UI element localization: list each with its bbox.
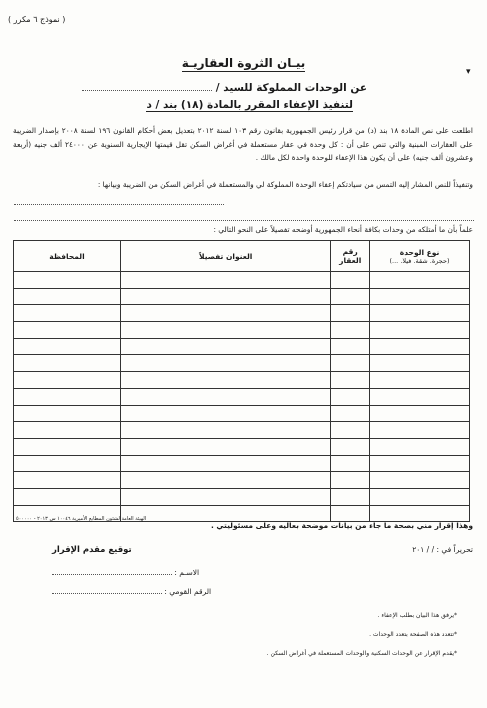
col-property-no: رقم العقار — [331, 241, 370, 272]
property-no-cell[interactable] — [331, 438, 370, 455]
properties-table — [13, 240, 470, 522]
property-no-cell[interactable] — [331, 388, 370, 405]
governorate-cell[interactable] — [14, 388, 121, 405]
unit-type-cell[interactable] — [370, 288, 470, 305]
address-cell[interactable] — [121, 288, 331, 305]
address-cell[interactable] — [121, 505, 331, 522]
col-unit-type — [370, 241, 470, 272]
request-details-field-2[interactable] — [14, 212, 474, 221]
col-unit-type-label: نوع الوحدة — [399, 247, 440, 257]
note-3: *يقدم الإقرار عن الوحدات السكنية والوحدات المستعملة في أغراض السكن . — [266, 650, 457, 657]
unit-type-cell[interactable] — [370, 405, 470, 422]
property-no-cell[interactable] — [331, 338, 370, 355]
property-no-cell[interactable] — [331, 305, 370, 322]
governorate-cell[interactable] — [14, 372, 121, 389]
national-id-row — [52, 585, 211, 596]
col-address: العنوان تفصيلاً — [121, 241, 331, 272]
property-no-cell[interactable] — [331, 272, 370, 289]
owner-subtitle-label: عن الوحدات المملوكة للسيد / — [215, 82, 367, 94]
unit-type-cell[interactable] — [370, 455, 470, 472]
note-2: *تتعدد هذه الصفحة بتعدد الوحدات . — [369, 631, 457, 638]
corner-mark: ▾ — [466, 67, 471, 77]
request-details-field[interactable] — [14, 196, 224, 205]
table-intro: علماً بأن ما أمتلكه من وحدات بكافة أنحاء الجمهورية أوضحه تفصيلاً على النحو التالي : — [213, 225, 473, 234]
property-no-cell[interactable] — [331, 472, 370, 489]
address-cell[interactable] — [121, 322, 331, 339]
unit-type-cell[interactable] — [370, 372, 470, 389]
address-cell[interactable] — [121, 472, 331, 489]
address-cell[interactable] — [121, 405, 331, 422]
law-paragraph: اطلعت على نص المادة ١٨ بند (د) من قرار رئيس الجمهورية بقانون رقم ١٠٣ لسنة ٢٠١٢ بتعديل بعض أحكام القانون ١٩٦ لسنة ٢٠٠٨ بإصدار الضريبة على العقارات المبنية والتي تنص على أن : كل وحدة في عقار مستعملة في أغراض السكن تقل قيمتها الإيجارية السنوية عن ٢٤٠٠٠ ألف جنيه (أربعة وعشرون ألف جنيه) على أن يكون هذا الإعفاء للوحدة واحدة لكل مالك . — [13, 126, 473, 162]
table-header-row — [14, 241, 470, 272]
governorate-cell[interactable] — [14, 338, 121, 355]
table-row — [14, 388, 470, 405]
governorate-cell[interactable] — [14, 455, 121, 472]
property-no-cell[interactable] — [331, 355, 370, 372]
governorate-cell[interactable] — [14, 322, 121, 339]
governorate-cell[interactable] — [14, 305, 121, 322]
exemption-subtitle-text: لتنفيذ الإعفاء المقرر بالمادة (١٨) بند / د — [146, 99, 353, 111]
governorate-cell[interactable] — [14, 272, 121, 289]
address-cell[interactable] — [121, 355, 331, 372]
page-title — [0, 56, 487, 70]
unit-type-cell[interactable] — [370, 305, 470, 322]
exemption-subtitle — [146, 99, 353, 111]
unit-type-cell[interactable] — [370, 438, 470, 455]
table-row — [14, 322, 470, 339]
name-label: الاسـم : — [174, 568, 200, 577]
table-row — [14, 422, 470, 439]
property-no-cell[interactable] — [331, 288, 370, 305]
table-row — [14, 472, 470, 489]
governorate-cell[interactable] — [14, 488, 121, 505]
page-title-text: بيـان الثروة العقاريـة — [181, 56, 306, 70]
address-cell[interactable] — [121, 305, 331, 322]
table-row — [14, 288, 470, 305]
property-no-cell[interactable] — [331, 455, 370, 472]
property-no-cell[interactable] — [331, 422, 370, 439]
governorate-cell[interactable] — [14, 355, 121, 372]
address-cell[interactable] — [121, 422, 331, 439]
owner-subtitle — [82, 80, 367, 94]
table-row — [14, 405, 470, 422]
date-field[interactable]: تحريراً في : / / ٢٠١ — [412, 545, 473, 554]
unit-type-cell[interactable] — [370, 422, 470, 439]
property-no-cell[interactable] — [331, 322, 370, 339]
col-governorate: المحافظة — [14, 241, 121, 272]
unit-type-cell[interactable] — [370, 505, 470, 522]
unit-type-cell[interactable] — [370, 488, 470, 505]
table-row — [14, 305, 470, 322]
table-row — [14, 338, 470, 355]
request-paragraph: وتنفيذاً للنص المشار إليه التمس من سيادتكم إعفاء الوحدة المملوكة لي والمستعملة في أغراض السكن من الضريبة وبيانها : — [97, 180, 473, 189]
address-cell[interactable] — [121, 372, 331, 389]
national-id-label: الرقم القومي : — [164, 587, 212, 596]
governorate-cell[interactable] — [14, 472, 121, 489]
table-row — [14, 355, 470, 372]
property-no-cell[interactable] — [331, 372, 370, 389]
note-1: *يرفق هذا البيان بطلب الإعفاء . — [377, 612, 457, 619]
unit-type-cell[interactable] — [370, 355, 470, 372]
printer-note: الهيئة العامة لشئون المطابع الأميرية ١٠٠٤٦ س ٢٠١٣ - ٥٠٠٠٠٠ — [16, 516, 147, 522]
table-row — [14, 272, 470, 289]
unit-type-cell[interactable] — [370, 322, 470, 339]
owner-name-field[interactable] — [82, 80, 212, 91]
confirmation-text: وهذا إقرار مني بصحة ما جاء من بيانات موضحة بعاليه وعلى مسئوليتي . — [210, 521, 473, 530]
table-row — [14, 455, 470, 472]
form-tag: ( نموذج ٦ مكرر ) — [8, 15, 66, 24]
national-id-field[interactable] — [52, 585, 162, 594]
governorate-cell[interactable] — [14, 438, 121, 455]
unit-type-cell[interactable] — [370, 272, 470, 289]
governorate-cell[interactable] — [14, 422, 121, 439]
property-no-cell[interactable] — [331, 405, 370, 422]
address-cell[interactable] — [121, 488, 331, 505]
address-cell[interactable] — [121, 272, 331, 289]
unit-type-cell[interactable] — [370, 338, 470, 355]
address-cell[interactable] — [121, 438, 331, 455]
table-row — [14, 438, 470, 455]
property-no-cell[interactable] — [331, 488, 370, 505]
name-row — [52, 566, 199, 577]
signature-label: توقيع مقدم الإقرار — [52, 545, 132, 555]
name-field[interactable] — [52, 566, 172, 575]
property-no-cell[interactable] — [331, 505, 370, 522]
table-row — [14, 372, 470, 389]
unit-type-cell[interactable] — [370, 472, 470, 489]
governorate-cell[interactable] — [14, 405, 121, 422]
unit-type-cell[interactable] — [370, 388, 470, 405]
address-cell[interactable] — [121, 388, 331, 405]
address-cell[interactable] — [121, 455, 331, 472]
col-unit-type-hint: (حجرة. شقة. فيلا. ...) — [389, 256, 450, 265]
governorate-cell[interactable] — [14, 288, 121, 305]
table-row — [14, 488, 470, 505]
address-cell[interactable] — [121, 338, 331, 355]
